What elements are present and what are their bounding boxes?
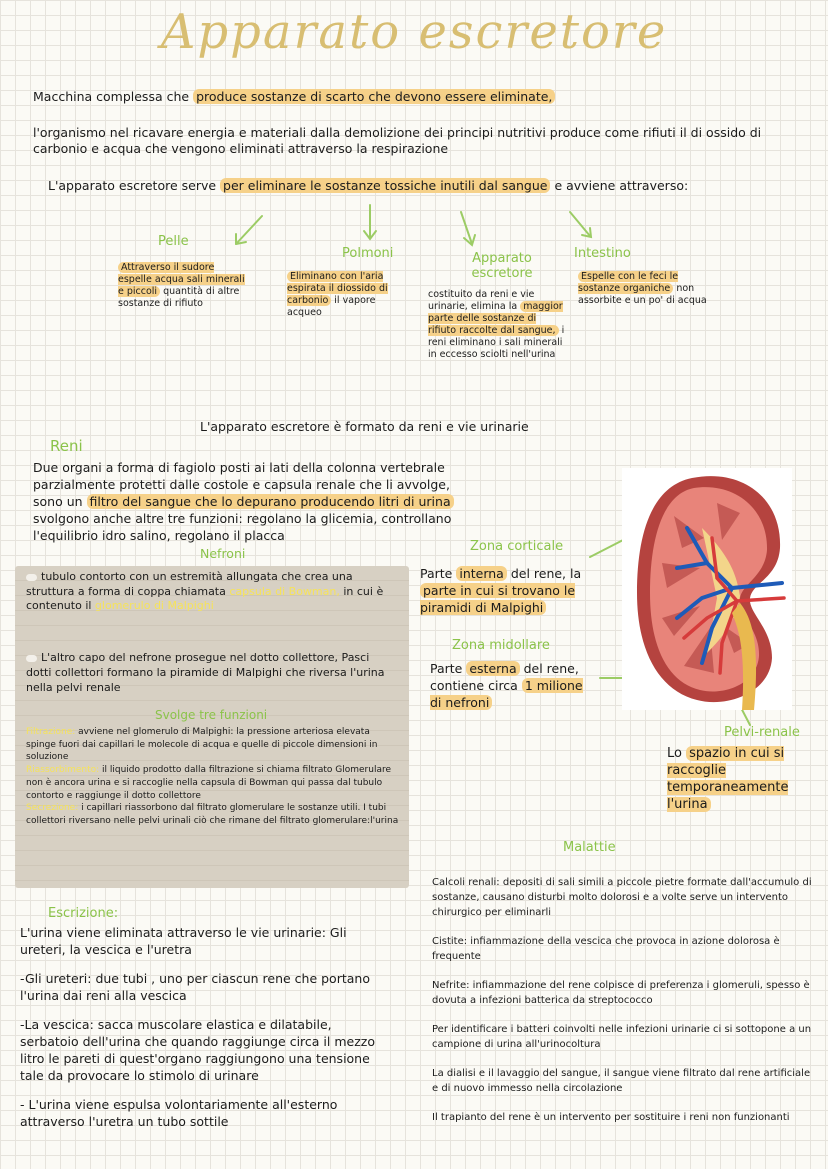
riassorbimento-text-2: non è ancora urina e si raccoglie nella capsula di Bowman qui passa dal tubulo contorto e raggiunge il dotto collettore — [26, 777, 383, 801]
corticale-pre: Parte — [420, 566, 457, 581]
malattia-dialisi: La dialisi e il lavaggio del sangue, il sangue viene filtrato dal rene artificiale e di nuovo immesso nella circolazione — [432, 1068, 811, 1094]
secrezione-text-2: collettori riversano nelle pelvi urinali ciò che rimane del filtrato glomerulare:l'urina — [26, 815, 399, 826]
filtrazione-text: avviene nel glomerulo di Malpighi: la pressione arteriosa elevata spinge fuori dai capillari le molecole di acqua e quelle di piccole dimensioni in soluzione — [26, 727, 378, 763]
bullet-icon — [26, 574, 37, 581]
serve-text: L'apparato escretore serve — [48, 178, 221, 193]
midollare-pre: Parte — [430, 661, 467, 676]
polmoni-rest: il vapore acqueo — [287, 295, 376, 318]
intro-paragraph: l'organismo nel ricavare energia e materiali dalla demolizione dei principi nutritivi produce come rifiuti il di ossido di carbonio e acqua che vengono eliminati attraverso la respirazione — [33, 125, 762, 156]
capsula-bowman-label: capsula di Bowman, — [229, 584, 340, 598]
escrizione-p3: -La vescica: sacca muscolare elastica e dilatabile, serbatoio dell'urina che quando raggiunge circa il mezzo litro le pareti di quest'organo raggiungono una tensione tale da provocare lo stimolo di urinare — [20, 1017, 375, 1083]
funzione-riassorbimento — [26, 764, 401, 777]
intro-line — [33, 89, 733, 105]
zona-midollare-title: Zona midollare — [452, 638, 550, 653]
secrezione-text: i capillari riassorbono dal filtrato glomerulare le sostanze utili. I tubi — [78, 803, 387, 814]
reni-title: Reni — [50, 437, 83, 455]
apparato-post: i reni eliminano i sali minerali in eccesso sciolti nell'urina — [428, 325, 565, 360]
reni-line-4: svolgono anche altre tre funzioni: regolano la glicemia, controllano — [33, 511, 452, 526]
pelvi-text — [667, 745, 817, 813]
malattie-title: Malattie — [563, 840, 616, 855]
reni-line-3-pre: sono un — [33, 494, 87, 509]
malattia-cistite: Cistite: infiammazione della vescica che provoca in azione dolorosa è frequente — [432, 936, 780, 962]
zona-midollare-text — [430, 660, 590, 711]
funzione-filtrazione — [26, 726, 401, 764]
intro-highlight: produce sostanze di scarto che devono essere eliminate, — [193, 89, 555, 104]
page-title: Apparato escretore — [160, 4, 668, 60]
nefroni-p1-mid: in cui è contenuto il — [26, 584, 384, 612]
glomerulo-label: glomerulo di Malpighi — [94, 599, 214, 612]
escrizione-title: Escrizione: — [48, 906, 119, 921]
nefroni-p1 — [26, 570, 386, 614]
pelle-highlight: Attraverso il sudore espelle acqua sali minerali e piccoli — [118, 262, 245, 297]
kidney-illustration — [622, 468, 792, 710]
reni-line-1: Due organi a forma di fagiolo posti ai lati della colonna vertebrale — [33, 460, 445, 475]
reni-paragraph — [33, 459, 593, 544]
pelle-rest: quantità di altre sostanze di rifiuto — [118, 286, 240, 309]
pelle-title: Pelle — [158, 234, 189, 249]
apparato-text — [428, 289, 566, 361]
funzione-secrezione — [26, 802, 401, 815]
arrow-pelle — [236, 216, 262, 244]
secrezione-label: Secrezione: — [26, 803, 79, 814]
intestino-title: Intestino — [574, 246, 631, 261]
nefroni-p1-text: tubulo contorto con un estremità allungata che crea una struttura a forma di coppa chiamata — [26, 570, 353, 598]
serve-paragraph — [48, 178, 768, 194]
midollare-mid: del rene, contiene circa — [430, 661, 579, 693]
reni-line-5: l'equilibrio idro salino, regolano il placca — [33, 528, 285, 543]
funzioni-list — [26, 726, 401, 828]
corticale-hl-2: parte in cui si trovano le piramidi di Malpighi — [420, 583, 576, 615]
zona-corticale-title: Zona corticale — [470, 539, 564, 554]
intestino-rest: non assorbite e un po' di acqua — [578, 283, 707, 306]
midollare-hl-1: esterna — [466, 661, 519, 676]
corticale-mid: del rene, la — [506, 566, 582, 581]
apparato-highlight: maggior parte delle sostanze di rifiuto raccolte dal sangue, — [428, 301, 563, 336]
pelvi-pre: Lo — [667, 746, 687, 761]
escrizione-p1: L'urina viene eliminata attraverso le vie urinarie: Gli ureteri, la vescica e l'uretra — [20, 925, 347, 957]
serve-highlight: per eliminare le sostanze tossiche inutili dal sangue — [220, 178, 550, 193]
polmoni-text — [287, 271, 407, 319]
escrizione-p4: - L'urina viene espulsa volontariamente all'esterno attraverso l'uretra un tubo sottile — [20, 1097, 338, 1129]
pelvi-title: Pelvi-renale — [724, 725, 800, 740]
escrizione-p2: -Gli ureteri: due tubi , uno per ciascun rene che portano l'urina dai reni alla vescica — [20, 971, 370, 1003]
nefroni-p2-text: L'altro capo del nefrone prosegue nel dotto collettore, Pasci dotti collettori formano la piramide di Malpighi che riversa l'urina nella pelvi renale — [26, 651, 385, 694]
malattie-list — [432, 875, 812, 1125]
bullet-icon — [26, 655, 37, 662]
riassorbimento-label: Riassorbimento: — [26, 765, 100, 776]
zona-corticale-text — [420, 565, 620, 616]
nefroni-p2 — [26, 650, 386, 695]
reni-line-3 — [33, 493, 593, 510]
filtrazione-label: Filtrazione: — [26, 727, 76, 737]
escrizione-text — [20, 924, 390, 1130]
intestino-highlight: Espelle con le feci le sostanze organiche — [578, 271, 679, 294]
intro-text: Macchina complessa che — [33, 89, 194, 104]
polmoni-title: Polmoni — [342, 246, 394, 261]
funzioni-title: Svolge tre funzioni — [155, 708, 268, 722]
formed-heading: L'apparato escretore è formato da reni e vie urinarie — [200, 419, 529, 434]
reni-line-2: parzialmente protetti dalle costole e capsula renale che li avvolge, — [33, 477, 450, 492]
serve-text-end: e avviene attraverso: — [550, 178, 689, 193]
apparato-title: Apparato escretore — [471, 251, 533, 281]
polmoni-highlight: Eliminano con l'aria espirata il diossido di carbonio — [287, 271, 388, 306]
malattia-trapianto: Il trapianto del rene è un intervento per sostituire i reni non funzionanti — [432, 1112, 790, 1123]
malattia-nefrite: Nefrite: infiammazione del rene colpisce di preferenza i glomeruli, spesso è dovuta a infezioni batterica da streptococco — [432, 980, 810, 1006]
apparato-pre: costituito da reni e vie urinarie, elimina la — [428, 289, 535, 312]
midollare-hl-2: 1 milione di nefroni — [430, 678, 583, 710]
pelle-text — [118, 262, 248, 310]
pelvi-highlight: spazio in cui si raccoglie temporaneamente l'urina — [667, 746, 789, 812]
nefroni-title: Nefroni — [200, 546, 246, 561]
intestino-text — [578, 271, 710, 307]
arrow-intestino — [570, 212, 590, 236]
reni-highlight: filtro del sangue che lo depurano producendo litri di urina — [87, 494, 454, 509]
arrow-apparato — [461, 212, 472, 244]
riassorbimento-text: il liquido prodotto dalla filtrazione si chiama filtrato Glomerulare — [99, 765, 392, 776]
malattia-calcoli: Calcoli renali: depositi di sali simili a piccole pietre formate dall'accumulo di sostanze, causano disturbi molto dolorosi e a volte serve un intervento chirurgico per eliminarli — [432, 877, 812, 918]
corticale-hl-1: interna — [456, 566, 507, 581]
malattia-batteri: Per identificare i batteri coinvolti nelle infezioni urinarie ci si sottopone a un campione di urina all'urinocoltura — [432, 1024, 812, 1050]
